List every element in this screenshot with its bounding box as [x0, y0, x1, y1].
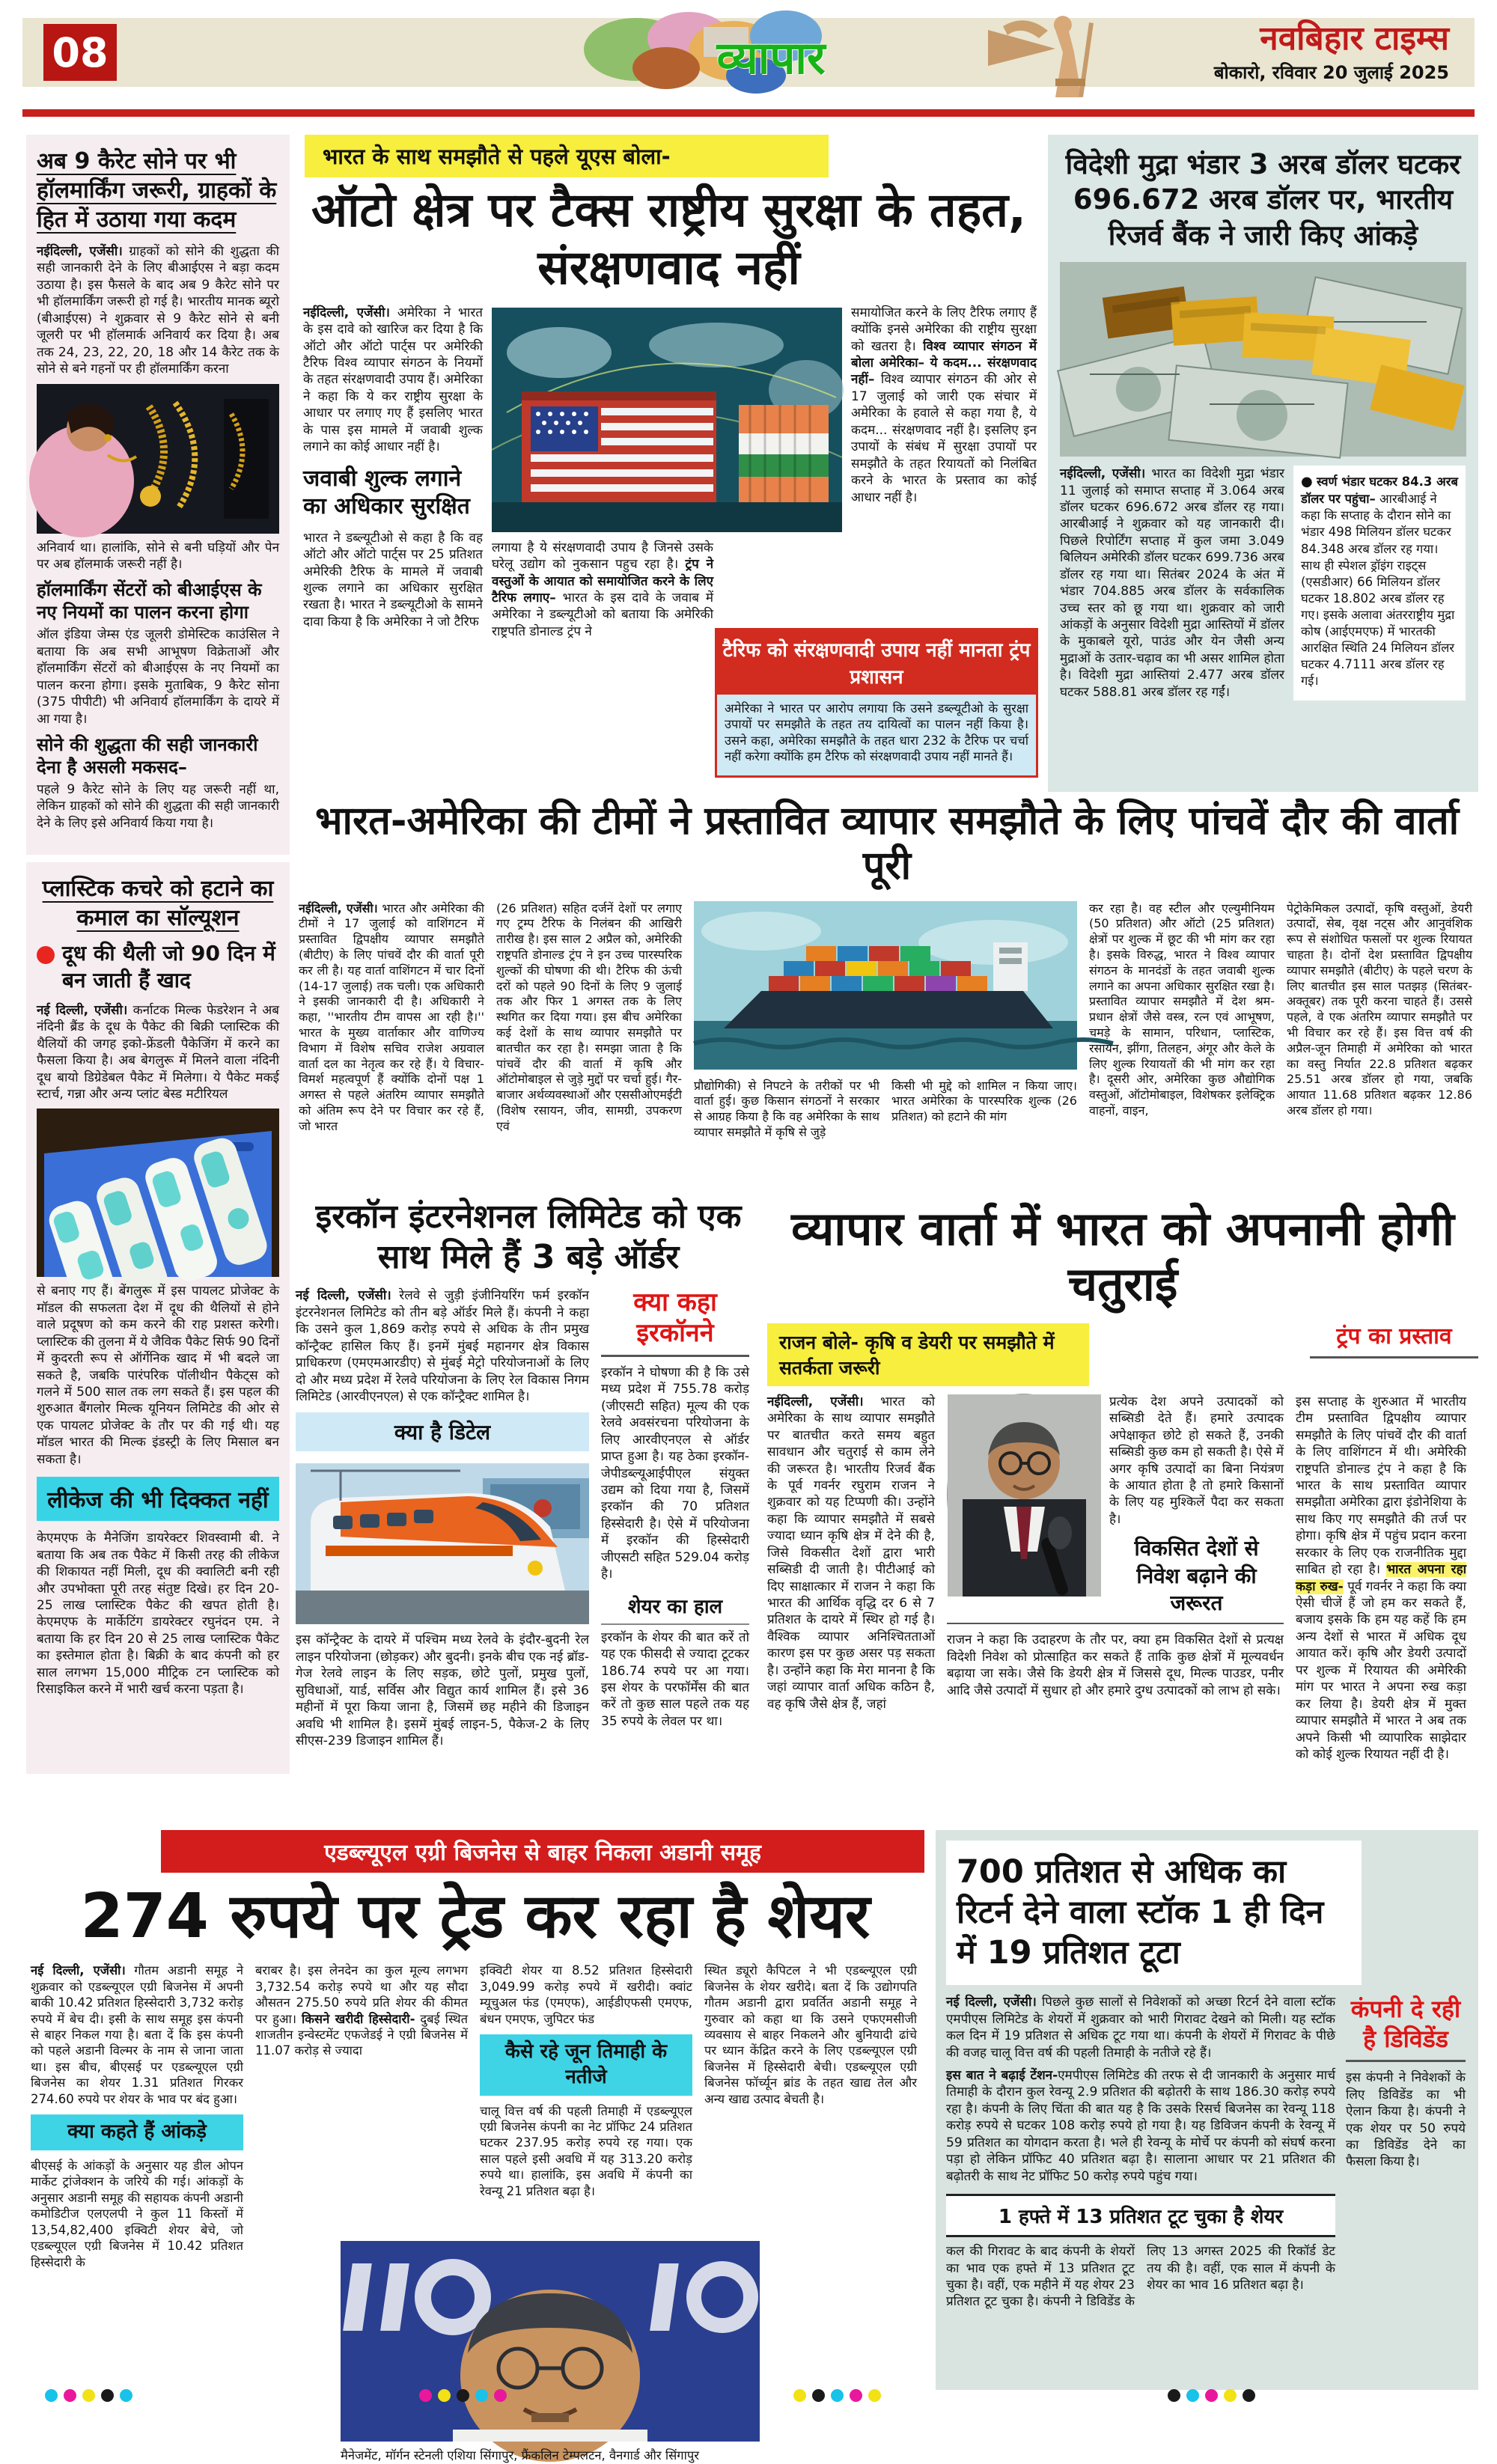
mps-body-row: [946, 1994, 1468, 2311]
hallmark-headline: अब 9 कैरेट सोने पर भी हॉलमार्किंग जरूरी, ग्राहकों के हित में उठाया गया कदम: [37, 148, 277, 233]
article-mps-stock: [936, 1830, 1478, 2390]
rajan-column-3: इस सप्ताह के शुरुआत में भारतीय टीम प्रस्तावित द्विपक्षीय व्यापार समझौते के लिए पांचवें दौर की वार्ता के लिए वाशिंगटन में थी। अमेरिकी राष्ट्रपति डोनाल्ड ट्रंप ने कहा है कि भारत के साथ प्रस्तावित व्यापार समझौता अमेरिका द्वारा इंडोनेशिया के साथ किए गए समझौते की तर्ज पर होगा। कृषि क्षेत्र में पहुंच प्रदान करना सरकार के लिए एक राजनीतिक मुद्दा साबित हो रहा है। भारत अपना रहा कड़ा रुख- पूर्व गवर्नर ने कहा कि क्या ऐसी चीजें हैं जो हम कर सकते हैं, बजाय इसके कि हम यह कहें कि हम अन्य देशों से भारत में अधिक दूध आयात करें। कृषि और डेयरी उत्पादों पर शुल्क में रियायत की अमेरिकी मांग पर भारत ने अपना रुख कड़ा कर लिया है। डेयरी क्षेत्र में मुक्त व्यापार समझौते में भारत ने अब तक अपने किसी भी व्यापारिक साझेदार को कोई शुल्क रियायत नहीं दी है।: [1296, 1394, 1467, 1762]
bta-column-4: किसी भी मुद्दे को शामिल न किया जाए। भारत अमेरिका के पारस्परिक शुल्क (26 प्रतिशत) को हटाने की मांग: [891, 1078, 1077, 1124]
bta-column-2: (26 प्रतिशत) सहित दर्जनें देशों पर लगाए गए ट्रम्प टैरिफ के निलंबन की आखिरी तारीख है। इस साल 2 अप्रैल को, अमेरिकी राष्ट्रपति डोनाल्ड ट्रंप ने इन उच्च पारस्परिक शुल्कों की घोषणा की थी। टैरिफ की ऊंची दरों को पहले 90 दिनों के लिए 9 जुलाई तक और फिर 1 अगस्त तक के लिए स्थगित कर दिया गया। इस बीच अमेरिका कई देशों के साथ व्यापार समझौते पर बातचीत कर रहा है। समझा जाता है कि पांचवें दौर की वार्ता में कृषि और ऑटोमोबाइल से जुड़े मुद्दों पर चर्चा हुई। गैर-बाजार अर्थव्यवस्थाओं और एससीओएमईटी (विशेष रसायन, जीव, सामग्री, उपकरण एवं: [496, 900, 682, 1133]
ircon-body-1: नई दिल्ली, एजेंसी। रेलवे से जुड़ी इंजीनियरिंग फर्म इरकॉन इंटरनेशनल लिमिटेड को तीन बड़े ऑर्डर मिले हैं। कंपनी ने कहा कि उसने कुल 1,869 करोड़ रुपये से अधिक के तीन प्रमुख कॉन्ट्रैक्ट हासिल किए हैं। इनमें मुंबई महानगर क्षेत्र विकास प्राधिकरण (एमएमआरडीए) से मुंबई मेट्रो परियोजनाओं के लिए दो और मध्य प्रदेश में रेलवे परियोजना के लिए रेल विकास निगम लिमिटेड (आरवीएनएल) से एक कॉन्ट्रैक्ट शामिल है।: [296, 1288, 589, 1404]
paper-name: नवबिहार टाइम्स: [1260, 19, 1449, 58]
rajan-column-2b: राजन ने कहा कि उदाहरण के तौर पर, क्या हम विकसित देशों से प्रत्यक्ष विदेशी निवेश को प्रोत्साहित कर सकते हैं ताकि कुछ क्षेत्रों में मूल्यवर्धन बढ़ाया जा सके। जैसे कि डेयरी क्षेत्र में जिससे दूध, मिल्क पाउडर, पनीर आदि जैसे उत्पादों में सुधार हो और हमारे दुग्ध उत्पादकों को लाभ हो सके।: [947, 1632, 1284, 1698]
adani-column-4: स्थित ड्यूरो कैपिटल ने भी एडब्ल्यूएल एग्री बिजनेस के शेयर खरीदे। बता दें कि उद्योगपति गौतम अडानी द्वारा प्रवर्तित अडानी समूह ने गुरुवार को कहा था कि उसने एफएमसीजी व्यवसाय से बाहर निकलने और बुनियादी ढांचे पर ध्यान केंद्रित करने के लिए एडब्ल्यूएल एग्री बिजनेस में हिस्सेदारी बेची। एडब्ल्यूएल एग्री बिजनेस फॉर्च्यून ब्रांड के तहत खाद्य तेल और अन्य खाद्य उत्पाद बेचती है।: [704, 1963, 917, 2106]
statue-art: [943, 7, 1183, 100]
plastic-body-2: से बनाए गए हैं। बेंगलुरू में इस पायलट प्रोजेक्ट के मॉडल की सफलता देश में दूध की थैलियों से होने वाले प्रदूषण को कम करने की राह प्रशस्त करेगी। प्लास्टिक की तुलना में ये जैविक पैकेट सिर्फ 90 दिनों में कुदरती रूप से ऑर्गेनिक खाद में भी बदले जा सकते है, जबकि पारंपरिक पॉलीथीन पैकेट्स को गलने में 500 साल तक लग सकते हैं। इस पहल की शुरुआत बैंगलोर मिल्क यूनियन लिमिटेड की ओर से एक पायलट प्रोजेक्ट के तौर पर की गई थी। यह मॉडल भारत की मिल्क इंडस्ट्री के लिए मिसाल बन सकता है।: [37, 1284, 279, 1467]
article-plastic-solution: [26, 862, 290, 1774]
adani-column-1: नई दिल्ली, एजेंसी। गौतम अडानी समूह ने शुक्रवार को एडब्ल्यूएल एग्री बिजनेस में अपनी बाकी 10.42 प्रतिशत हिस्सेदारी 3,732 करोड़ रुपये में बेच दी। इसी के साथ समूह इस कंपनी से बाहर निकल गया है। बता दें कि इस कंपनी को पहले अडानी विल्मर के नाम से जाना जाता था। इस बीच, बीएसई पर एडब्ल्यूएल एग्री बिजनेस का शेयर 1.31 प्रतिशत गिरकर 274.60 रुपये पर शेयर के भाव पर बंद हुआ। क्या कहते हैं आंकड़े बीएसई के आंकड़ों के अनुसार यह डील ओपन मार्केट ट्रांजेक्शन के जरिये की गई। आंकड़ों के अनुसार अडानी समूह की सहायक कंपनी अडानी कमोडिटीज एलएलपी ने कुल 11 किस्तों में 13,54,82,400 इक्विटी शेयर बेचे, जो एडब्ल्यूएल एग्री बिजनेस में 10.42 प्रतिशत हिस्सेदारी के: [31, 1963, 243, 2269]
rajan-column-2a: प्रत्येक देश अपने उत्पादकों को सब्सिडी देते हैं। हमारे उत्पादक अपेक्षाकृत छोटे हो सकते हैं, उनकी सब्सिडी कुछ कम हो सकती है। ऐसे में अगर कृषि उत्पादों का बिना नियंत्रण के आयात होता है तो हमारे किसानों के लिए यह मुश्किलें पैदा कर सकता है।: [1109, 1394, 1284, 1527]
bta-column-6: पेट्रोकेमिकल उत्पादों, कृषि वस्तुओं, डेयरी उत्पादों, सेब, वृक्ष नट्स और आनुवंशिक रूप से संशोधित फसलों पर शुल्क रियायत चाहता है। दोनों देश प्रस्तावित द्विपक्षीय व्यापार समझौते (बीटीए) के पहले चरण के लिए बातचीत इस साल पतझड़ (सितंबर-अक्तूबर) तक पूरी करना चाहते हैं। उससे पहले, वे एक अंतरिम व्यापार समझौते पर भी विचार कर रहे हैं। इस वित्त वर्ष की अप्रैल-जून तिमाही में अमेरिका को भारत का वस्तु निर्यात 22.8 प्रतिशत बढ़कर 25.51 अरब डॉलर हो गया, जबकि आयात 11.68 प्रतिशत बढ़कर 12.86 अरब डॉलर हो गया।: [1287, 900, 1472, 1117]
adani-kicker: एडब्ल्यूएल एग्री बिजनेस से बाहर निकला अडानी समूह: [161, 1830, 924, 1873]
plastic-body-3: केएमएफ के मैनेजिंग डायरेक्टर शिवस्वामी बी. ने बताया कि अब तक पैकेट में किसी तरह की लीकेज की शिकायत नहीं मिली, दूध की क्वालिटी बनी रही और उपभोक्ता पूरी तरह संतुष्ट दिखे। हर दिन 20-25 लाख प्लास्टिक पैकेट की खपत होती है। केएमएफ के मार्केटिंग डायरेक्टर रघुनंदन एम. ने बताया कि हर दिन 20 से 25 लाख प्लास्टिक पैकेट का इस्तेमाल होता है। बिक्री के बाद कंपनी को हर साल लगभग 15,000 मीट्रिक टन प्लास्टिक को रिसाइकिल करने में भारी खर्च करना पड़ता है।: [37, 1531, 279, 1698]
mps-body-1: नई दिल्ली, एजेंसी। पिछले कुछ सालों से निवेशकों को अच्छा रिटर्न देने वाला स्टॉक एमपीएस लिमिटेड के शेयरों में शुक्रवार को भारी गिरावट देखने को मिली। यह स्टॉक कल दिन में 19 प्रतिशत से अधिक टूट गया था। कंपनी के शेयरों में गिरावट के पीछे की वजह चालू वित्त वर्ष की पहली तिमाही के नतीजे रहे हैं।: [946, 1995, 1335, 2061]
bta-column-1: नईदिल्ली, एजेंसी। भारत और अमेरिका की टीमों ने 17 जुलाई को वाशिंगटन में प्रस्तावित द्विपक्षीय व्यापार समझौते (बीटीए) के लिए पांचवें दौर की वार्ता पूरी कर ली है। यह वार्ता वाशिंगटन में चार दिनों (14-17 जुलाई) तक चली। एक अधिकारी ने इसकी जानकारी दी है। अधिकारी ने कहा, ''भारतीय टीम वापस आ रही है।'' भारत के मुख्य वार्ताकार और वाणिज्य विभाग में विशेष सचिव राजेश अग्रवाल वार्ता दल का नेतृत्व कर रहे हैं। ये विचार-विमर्श महत्वपूर्ण हैं क्योंकि दोनों पक्ष 1 अगस्त से पहले अंतरिम व्यापार समझौते को अंतिम रूप देने पर विचार कर रहे हैं, जो भारत: [299, 900, 484, 1133]
adani-results-heading: कैसे रहे जून तिमाही के नतीजे: [480, 2034, 692, 2096]
regmark-group: [45, 2389, 132, 2402]
hallmark-subhead-1: हॉलमार्किंग सेंटरों को बीआईएस के नए नियमों का पालन करना होगा: [37, 579, 262, 623]
hallmark-body-1: नईदिल्ली, एजेंसी। ग्राहकों को सोने की शुद्धता की सही जानकारी देने के लिए बीआईएस ने बड़ा कदम उठाया है। इस फैसले के बाद अब 9 कैरेट सोने पर भी हॉलमार्किंग जरूरी हो गई है। भारतीय मानक ब्यूरो (बीआईएस) ने शुक्रवार से 9 कैरेट सोने से बनी जूलरी पर भी हॉलमार्क अनिवार्य कर दिया है। अब तक 24, 23, 22, 20, 18 और 14 कैरेट तक के सोने से बने गहनों पर ही हॉलमार्किंग करना: [37, 244, 280, 377]
rajan-column-1: नईदिल्ली, एजेंसी। भारत को अमेरिका के साथ व्यापार समझौते पर बातचीत करते समय बहुत सावधान और चतुराई से काम लेने की जरूरत है। भारतीय रिजर्व बैंक के पूर्व गवर्नर रघुराम राजन ने शुक्रवार को यह टिप्पणी की। उन्होंने कहा कि व्यापार समझौते में सबसे ज्यादा ध्यान कृषि क्षेत्र में देने की है, जिसे विकसीत देशों द्वारा भारी सब्सिडी दी जाती है। पीटीआई को दिए साक्षात्कार में राजन ने कहा कि भारत की आर्थिक वृद्धि दर 6 से 7 प्रतिशत के दायरे में स्थिर हो गई है। वैश्विक व्यापार अनिश्चितताओं कारण इस पर कुछ असर पड़ सकता है। उन्होंने कहा कि मेरा मानना है कि जहां व्यापार वार्ता अधिक कठिन है, वह कृषि जैसे क्षेत्र हैं, जहां: [767, 1394, 935, 1712]
article-forex-reserves: [1048, 135, 1478, 792]
adani-results-body: चालू वित्त वर्ष की पहली तिमाही में एडब्ल्यूएल एग्री बिजनेस कंपनी का नेट प्रॉफिट 24 प्रतिशत घटकर 237.95 करोड़ रुपये रह गया। एक साल पहले इसी अवधि में यह 313.20 करोड़ रुपये था। हालांकि, इस अवधि में कंपनी का रेवन्यू 21 प्रतिशत बढ़ा है।: [480, 2103, 692, 2198]
ircon-said-body: इरकॉन ने घोषणा की है कि उसे मध्य प्रदेश में 755.78 करोड़ (जीएसटी सहित) मूल्य की एक रेलवे अवसंरचना परियोजना के लिए आरवीएनएल से ऑर्डर प्राप्त हुआ है। यह ठेका इरकॉन-जेपीडब्ल्यूआईपीएल संयुक्त उद्यम को दिया गया है, जिसमें इरकॉन की 70 प्रतिशत हिस्सेदारी है। ऐसे में परियोजना में इरकॉन की हिस्सेदारी जीएसटी सहित 529.04 करोड़ है।: [601, 1364, 749, 1582]
auto-col3-text: समायोजित करने के लिए टैरिफ लगाए हैं क्योंकि इनसे अमेरिका की राष्ट्रीय सुरक्षा को खतरा है। विश्व व्यापार संगठन में बोला अमेरिका– ये कदम... संरक्षणवाद नहीं– विश्व व्यापार संगठन की ओर से 17 जुलाई को जारी एक संचार में अमेरिका के हवाले से कहा गया है, ये कदम... संरक्षणवाद नहीं है। इसलिए इन उपायों के संबंध में सुरक्षा उपायों पर समझौते के तहत रियायतों को निलंबित करने के भारत के प्रस्ताव का कोई आधार नहीं है।: [851, 305, 1037, 505]
rajan-headline: व्यापार वार्ता में भारत को अपनानी होगी चतुराई: [791, 1201, 1454, 1312]
article-auto-tariff: [296, 135, 1042, 792]
rajan-stance-bold: भारत अपना रहा कड़ा रुख-: [1296, 1562, 1467, 1594]
bta-column-3: प्रौद्योगिकी) से निपटने के तरीकों पर भी वार्ता हुई। कुछ किसान संगठनों ने सरकार से आग्रह किया है कि वह अमेरिका के साथ व्यापार समझौते में कृषि से जुड़े: [694, 1078, 879, 1139]
jewellery-photo: [37, 384, 279, 534]
adani-stats-body: बीएसई के आंकड़ों के अनुसार यह डील ओपन मार्केट ट्रांजेक्शन के जरिये की गई। आंकड़ों के अनुसार अडानी समूह की सहायक कंपनी अडानी कमोडिटीज एलएलपी ने कुल 11 किस्तों में 13,54,82,400 इक्विटी शेयर बेचे, जो एडब्ल्यूएल एग्री बिजनेस में 10.42 प्रतिशत हिस्सेदारी के: [31, 2158, 243, 2269]
masthead: [22, 18, 1475, 87]
auto-subhead: जवाबी शुल्क लगाने का अधिकार सुरक्षित: [303, 465, 470, 520]
raghuram-rajan-photo: [947, 1394, 1100, 1596]
rajan-trump-heading: ट्रंप का प्रस्ताव: [1310, 1323, 1478, 1358]
milk-packets-photo: [37, 1109, 279, 1277]
article-hallmark-gold: [26, 135, 290, 855]
article-adani-awl: [26, 1830, 924, 2463]
edition-date: बोकारो, रविवार 20 जुलाई 2025: [1213, 62, 1449, 84]
regmark-group: [419, 2389, 507, 2402]
auto-column-3: [851, 305, 1037, 506]
rajan-kicker: राजन बोले- कृषि व डेयरी पर समझौते में सतर्कता जरूरी: [767, 1323, 1089, 1386]
ircon-share-heading: शेयर का हाल: [601, 1592, 749, 1625]
ircon-said-heading: क्या कहा इरकॉनने: [601, 1287, 749, 1357]
auto-column-2: [492, 540, 713, 641]
mps-headline: 700 प्रतिशत से अधिक का रिटर्न देने वाला स्टॉक 1 ही दिन में 19 प्रतिशत टूटा: [957, 1853, 1324, 1971]
ircon-main-column: [296, 1287, 589, 1749]
adani-column-2: बराबर है। इस लेनदेन का कुल मूल्य लगभग 3,732.54 करोड़ रुपये था और यह सौदा औसतन 275.50 रुपये प्रति शेयर की कीमत पर हुआ। किसने खरीदी हिस्सेदारी- दुबई स्थित शाजतीन इन्वेस्टमेंट एफजेडई ने एग्री बिजनेस में 11.07 करोड़ से ज्यादा: [255, 1963, 468, 2058]
adani-column-3: इक्विटी शेयर या 8.52 प्रतिशत हिस्सेदारी 3,049.99 करोड़ रुपये में खरीदी। क्वांट म्यूचुअल फंड (एमएफ), आईडीएफसी एमएफ, बंधन एमएफ, जुपिटर फंड कैसे रहे जून तिमाही के नतीजे चालू वित्त वर्ष की पहली तिमाही में एडब्ल्यूएल एग्री बिजनेस कंपनी का नेट प्रॉफिट 24 प्रतिशत घटकर 237.95 करोड़ रुपये रह गया। एक साल पहले इसी अवधि में यह 313.20 करोड़ रुपये था। हालांकि, इस अवधि में कंपनी का रेवन्यू 21 प्रतिशत बढ़ा है।: [480, 1963, 692, 2198]
mps-main-column: [946, 1994, 1335, 2311]
rajan-column-2: [947, 1394, 1284, 1763]
bta-middle: [694, 901, 1077, 1141]
masthead-right: [1214, 21, 1449, 85]
vande-bharat-train-photo: [296, 1463, 589, 1624]
plastic-leak-box-heading: लीकेज की भी दिक्कत नहीं: [37, 1477, 279, 1521]
hallmark-body-4: पहले 9 कैरेट सोने के लिए यह जरूरी नहीं था, लेकिन ग्राहकों को सोने की शुद्धता की सही जानकारी देने के लिए इसे अनिवार्य किया गया है।: [37, 782, 279, 831]
forex-headline: विदेशी मुद्रा भंडार 3 अरब डॉलर घटकर 696.672 अरब डॉलर पर, भारतीय रिजर्व बैंक ने जारी किए आंकड़े: [1065, 148, 1461, 251]
forex-body-row: [1060, 466, 1466, 701]
page-number: 08: [43, 24, 117, 81]
gold-bars-dollars-photo: [1060, 262, 1466, 457]
article-bta-talks: [296, 795, 1478, 1188]
hallmark-subhead-2: सोने की शुद्धता की सही जानकारी देना है असली मकसद–: [37, 734, 258, 778]
section-title: व्यापार: [716, 32, 826, 85]
adani-buyer-bold: किसने खरीदी हिस्सेदारी-: [301, 2011, 415, 2026]
masthead-rule: [22, 109, 1475, 117]
auto-col2-text: लगाया है ये संरक्षणवादी उपाय है जिनसे उसके घरेलू उद्योग को नुकसान पहुच रहा है। ट्रंप ने वस्तुओं के आयात को समायोजित करने के लिए टैरिफ लगाए– भारत के इस दावे के जवाब में अमेरिका ने डब्ल्यूटीओ को बताया कि अमेरिकी राष्ट्रपति डोनाल्ड ट्रंप ने: [492, 540, 714, 639]
ircon-detail-heading: क्या है डिटेल: [296, 1412, 589, 1451]
adani-headline: 274 रुपये पर ट्रेड कर रहा है शेयर: [80, 1881, 871, 1952]
regmark-group: [793, 2389, 881, 2402]
bta-middle-columns: [694, 1079, 1077, 1141]
rajan-headers-row: [767, 1323, 1478, 1386]
gautam-adani-photo: [341, 2241, 760, 2442]
bta-headline: भारत-अमेरिका की टीमों ने प्रस्तावित व्यापार समझौते के लिए पांचवें दौर की वार्ता पूरी: [314, 799, 1460, 888]
forex-body: [1060, 466, 1284, 701]
ircon-body-row: [296, 1287, 761, 1749]
plastic-body-1: नई दिल्ली, एजेंसी। कर्नाटक मिल्क फेडरेशन ने अब नंदिनी ब्रैंड के दूध के पैकेट की बिक्री प्लास्टिक की थैलियों की जगह इको-फ्रेंडली पैकेजिंग में करने का फैसला किया है। अब बेगलुरू में मिलने वाला नंदिनी दूध बायो डिग्रेडेबल पैकेट में मिलेगा। ये पैकेट मकई स्टार्च, गन्ना और अन्य प्लांट बेस्ड मटीरियल: [37, 1002, 279, 1102]
ircon-side-column: [601, 1287, 749, 1749]
adani-stats-heading: क्या कहते हैं आंकड़े: [31, 2114, 243, 2150]
auto-body: [296, 305, 1042, 784]
bta-columns: [296, 901, 1478, 1141]
article-rajan-trade-talks: [767, 1194, 1478, 1829]
sidebox-bullet-icon: ●: [1301, 474, 1313, 490]
forex-gold-sidebox: [1293, 466, 1466, 701]
auto-col1-text: नईदिल्ली, एजेंसी। अमेरिका ने भारत के इस दावे को खारिज कर दिया है कि ऑटो और ऑटो पार्ट्स पर अमेरिकी टैरिफ विश्व व्यापार संगठन के नियमों के तहत संरक्षणवादी उपाय हैं। अमेरिका ने कहा कि ये कर राष्ट्रीय सुरक्षा के आधार पर लगाए गए हैं इसलिए भारत के पास इस मामले में जवाबी शुल्क लगाने का कोई आधार नहीं है।: [303, 305, 483, 455]
tariff-statement-box: [715, 628, 1038, 778]
forex-sidebox-bold: स्वर्ण भंडार घटकर 84.3 अरब डॉलर पर पहुंचा–: [1301, 475, 1458, 507]
adani-columns: [26, 1963, 924, 2463]
ircon-body-2: इस कॉन्ट्रैक्ट के दायरे में पश्चिम मध्य रेलवे के इंदौर-बुदनी रेल लाइन परियोजना (छोड़कर) और बुदनी। इनके बीच एक नई ब्रॉड-गेज रेलवे लाइन के लिए सड़क, छोटे पुलों, प्रमुख पुलों, सुविधाओं, यार्ड, सर्विस और विद्युत कार्य शामिल हैं। इसे 36 महीनों में पूरा किया जाना है, जिसमें छह महीने की डिजाइन अवधि भी शामिल है। इसमें मुंबई लाइन-5, पैकेज-2 के लिए सीएस-239 डिजाइन शामिल हैं।: [296, 1632, 589, 1749]
mps-week-heading: 1 हफ्ते में 13 प्रतिशत टूट चुका है शेयर: [946, 2194, 1335, 2237]
auto-col1b-text: भारत ने डब्ल्यूटीओ से कहा है कि वह ऑटो और ऑटो पार्ट्स पर 25 प्रतिशत अमेरिकी टैरिफ के मामले में जवाबी शुल्क लगाने का अधिकार सुरक्षित रखता है। भारत ने डब्ल्यूटीओ के सामने दावा किया है कि अमेरिका ने जो टैरिफ: [303, 530, 483, 629]
rajan-invest-heading: विकसित देशों से निवेश बढ़ाने की जरूरत: [947, 1535, 1284, 1624]
forex-body-text: नईदिल्ली, एजेंसी। भारत का विदेशी मुद्रा भंडार 11 जुलाई को समाप्त सप्ताह में 3.064 अरब डॉलर घटकर 696.672 अरब डॉलर रह गया। आरबीआई ने शुक्रवार को यह जानकारी दी। पिछले रिपोर्टिंग सप्ताह में कुल जमा 3.049 बिलियन अमेरिकी डॉलर घटकर 699.736 अरब डॉलर रह गया था। सितंबर 2024 के अंत में भंडार 704.885 अरब डॉलर के सर्वकालिक उच्च स्तर को छू गया था। शुक्रवार को जारी आंकड़ों के अनुसार विदेशी मुद्रा आस्तियों में डॉलर के मुकाबले यूरो, पाउंड और येन जैसी अन्य मुद्राओं के उतार-चढ़ाव का भी असर शामिल होता है। विदेशी मुद्रा आस्तियां 2.477 अरब डॉलर घटकर 588.81 अरब डॉलर रह गईं।: [1060, 466, 1284, 700]
auto-column-1: [303, 305, 483, 631]
rajan-columns: [767, 1394, 1478, 1763]
mps-week-body: कल की गिरावट के बाद कंपनी के शेयरों का भाव एक हफ्ते में 13 प्रतिशत टूट चुका है। वहीं, एक महीने में यह शेयर 23 प्रतिशत टूट चुका है। कंपनी ने डिविडेंड के लिए 13 अगस्त 2025 की रिकॉर्ड डेट तय की है। वहीं, एक साल में कंपनी के शेयर का भाव 16 प्रतिशत बढ़ा है।: [946, 2244, 1335, 2310]
plastic-subhead-row: [37, 940, 279, 995]
adani-photo-strip-text: मैनेजमेंट, मॉर्गन स्टेनली एशिया सिंगापुर, फ्रैंकलिन टेम्पलटन, वैनगार्ड और सिंगापुर: [341, 2448, 699, 2463]
article-ircon-orders: [296, 1194, 761, 1829]
auto-kicker: भारत के साथ समझौते से पहले यूएस बोला-: [305, 135, 829, 177]
mps-dividend-sidebar: [1346, 1994, 1466, 2311]
mps-dividend-heading: कंपनी दे रही है डिविडेंड: [1346, 1994, 1466, 2062]
ircon-headline: इरकॉन इंटरनेशनल लिमिटेड को एक साथ मिले हैं 3 बड़े ऑर्डर: [315, 1198, 742, 1276]
tariff-box-body: अमेरिका ने भारत पर आरोप लगाया कि उसने डब्ल्यूटीओ के सुरक्षा उपायों पर समझौते के तहत तय दायित्वों का पालन नहीं किया है। उसने कहा, अमेरिका समझौते के तहत धारा 232 के टैरिफ पर चर्चा नहीं करेगा क्योंकि हम टैरिफ को संरक्षणवादी उपाय नहीं मानते हैं।: [725, 701, 1028, 764]
regmark-group: [1168, 2389, 1255, 2402]
print-registration-marks: [0, 2389, 1497, 2404]
mps-headline-box: [946, 1841, 1362, 1985]
bullet-icon: [37, 946, 55, 964]
cargo-ship-photo: [694, 901, 1077, 1070]
mps-dividend-body: इस कंपनी ने निवेशकों के लिए डिविडेंड का भी ऐलान किया है। कंपनी ने एक शेयर पर 50 रुपये का डिविडेंड देने का फैसला किया है।: [1346, 2070, 1466, 2170]
mps-body-2: इस बात ने बढ़ाई टेंशन-एमपीएस लिमिटेड की तरफ से दी जानकारी के अनुसार मार्च तिमाही के दौरान कुल रेवन्यू 2.9 प्रतिशत की बढ़ोतरी के साथ 186.30 करोड़ रुपये रहा है। कंपनी के लिए चिंता की बात यह है कि उसके रिसर्च बिजनेस का रेवन्यू 118 करोड़ रुपये से घटकर 108 करोड़ रुपये हो गया है। यह डिविजन कंपनी के रेवन्यू में 59 प्रतिशत का योगदान करता है। भले ही रेवन्यू के मोर्चे पर कंपनी को संघर्ष करना पड़ा हो लेकिन प्रॉफिट 40 प्रतिशत बढ़ा है। सालाना आधार पर 21 प्रतिशत की बढ़ोतरी के साथ नेट प्रॉफिट 50 करोड़ रुपये पहुंच गया।: [946, 2068, 1335, 2184]
ircon-share-body: इरकॉन के शेयर की बात करें तो यह एक फीसदी से ज्यादा टूटकर 186.74 रुपये पर आ गया। इस शेयर के परफॉर्मेंस की बात करें तो कुछ साल पहले तक यह 35 रुपये के लेवल पर था।: [601, 1629, 749, 1729]
tariff-box-heading: टैरिफ को संरक्षणवादी उपाय नहीं मानता ट्रंप प्रशासन: [717, 630, 1036, 695]
hallmark-body-2: अनिवार्य था। हालांकि, सोने से बनी घड़ियों और पेन पर अब हॉलमार्क जरूरी नहीं है।: [37, 540, 279, 572]
us-india-containers-photo: [492, 308, 842, 532]
bta-column-5: कर रहा है। वह स्टील और एल्युमीनियम (50 प्रतिशत) और ऑटो (25 प्रतिशत) क्षेत्रों पर शुल्क में छूट की भी मांग कर रहा है। इसके विरुद्ध, भारत ने विश्व व्यापार संगठन के मानदंडों के तहत जवाबी शुल्क लगाने का अपना अधिकार सुरक्षित रखा है। प्रस्तावित व्यापार समझौते में देश श्रम-प्रधान क्षेत्रों जैसे वस्त्र, रत्न एवं आभूषण, चमड़े के सामान, परिधान, प्लास्टिक, रसायन, झींगा, तिलहन, अंगूर और केले के लिए शुल्क रियायतों की भी मांग कर रहा है। दूसरी ओर, अमेरिका कुछ औद्योगिक वस्तुओं, ऑटोमोबाइल, विशेषकर इलेक्ट्रिक वाहनों, वाइन,: [1089, 900, 1275, 1117]
plastic-headline: प्लास्टिक कचरे को हटाने का कमाल का सॉल्यूशन: [42, 876, 274, 931]
forex-sidebox-text: आरबीआई ने कहा कि सप्ताह के दौरान सोने का भंडार 498 मिलियन डॉलर घटकर 84.348 अरब डॉलर रह गया। साथ ही स्पेशल ड्रॉइंग राइट्स (एसडीआर) 66 मिलियन डॉलर घटकर 18.802 अरब डॉलर रह गए। इसके अलावा अंतरराष्ट्रीय मुद्रा कोष (आईएमएफ) में भारतकी आरक्षित स्थिति 24 मिलियन डॉलर घटकर 4.7111 अरब डॉलर रह गई।: [1301, 492, 1455, 689]
plastic-subhead: दूध की थैली जो 90 दिन में बन जाती हैं खाद: [62, 941, 275, 993]
hallmark-body-3: ऑल इंडिया जेम्स एंड जूलरी डोमेस्टिक काउंसिल ने बताया कि अब सभी आभूषण विक्रेताओं और हॉलमार्किंग सेंटरों को बीआईएस के नए नियमों का पालन करना होगा। इसके मुताबिक, 9 कैरेट सोना (375 पीपीटी) भी अनिवार्य हॉलमार्किंग के दायरे में आ गया है।: [37, 627, 279, 727]
auto-headline: ऑटो क्षेत्र पर टैक्स राष्ट्रीय सुरक्षा के तहत, संरक्षणवाद नहीं: [311, 183, 1026, 295]
